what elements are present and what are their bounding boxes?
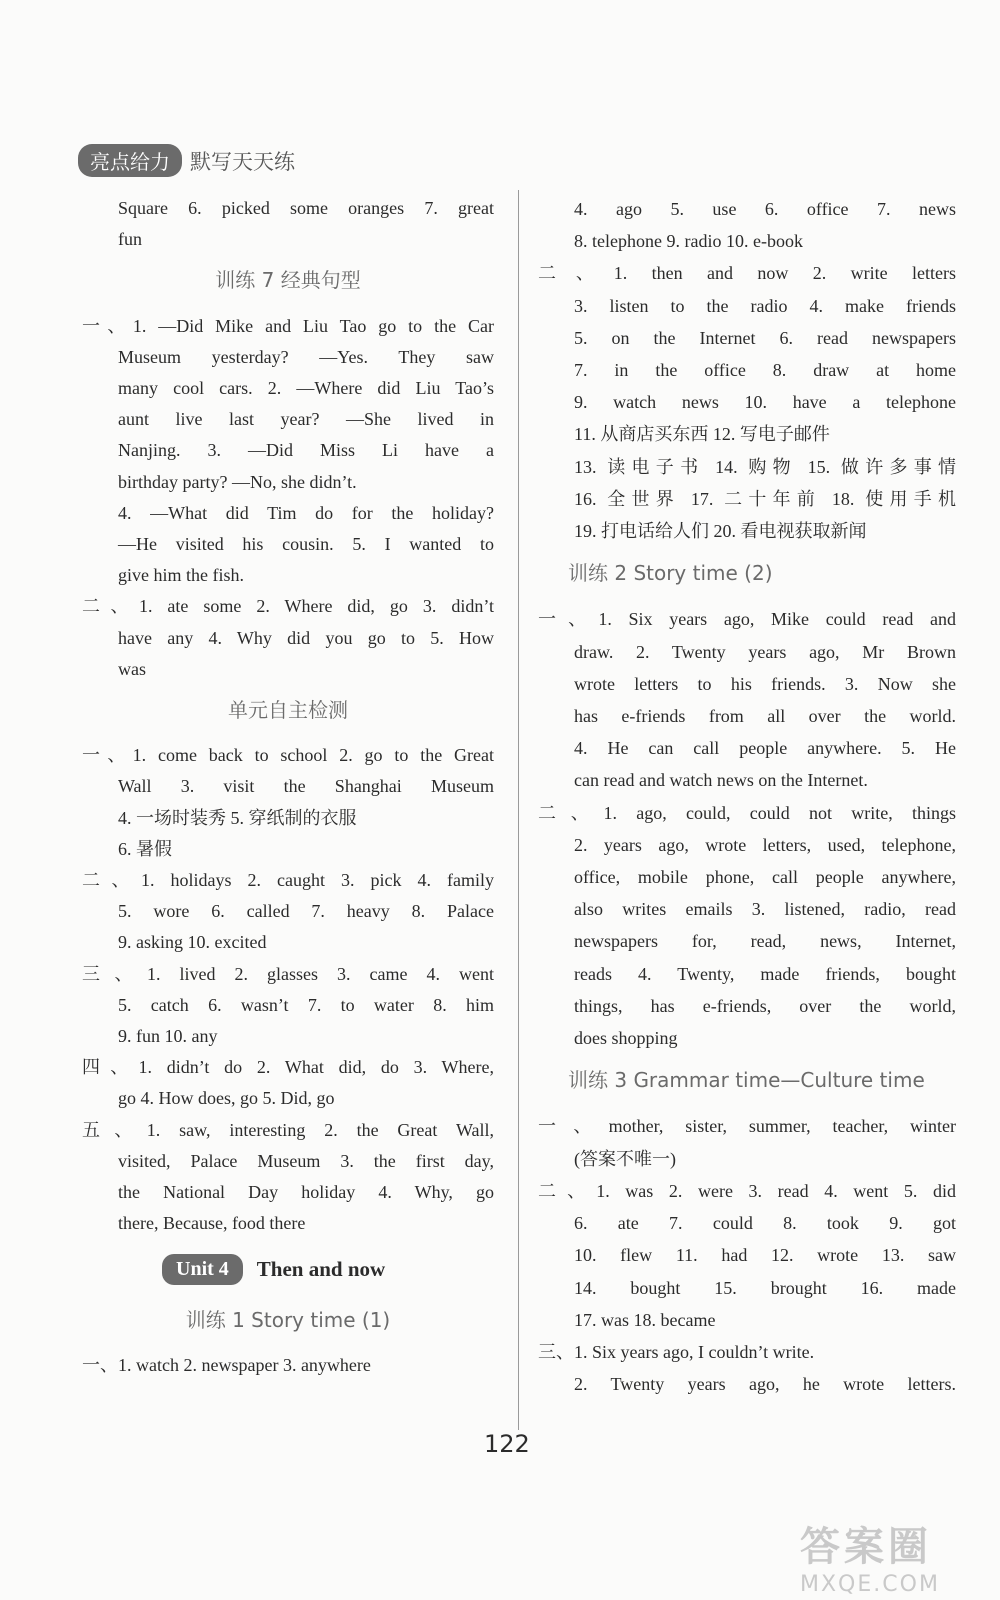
answer-line: has e-friends from all over the world. [574,706,956,727]
answer-line: visited, Palace Museum 3. the first day, [118,1150,494,1171]
answer-line: 6. ate 7. could 8. took 9. got [574,1213,956,1234]
answer-line: aunt live last year? —She lived in [118,409,494,430]
answer-line: 三、1. Six years ago, I couldn’t write. [538,1341,815,1362]
answer-line: 二、1. ate some 2. Where did, go 3. didn’t [82,596,494,617]
answer-line: 4. ago 5. use 6. office 7. news [574,199,956,219]
answer-line: 一、1. Six years ago, Mike could read and [538,609,956,630]
answer-line: 16. 全世界 17. 二十年前 18. 使用手机 [574,488,956,509]
answer-line: 11. 从商店买东西 12. 写电子邮件 [574,424,830,445]
answer-line: does shopping [574,1028,678,1049]
section-heading-training-1: 训练 1 Story time (1) [185,1307,391,1332]
page-number: 122 [484,1430,530,1458]
answer-line: 6. 暑假 [118,838,172,859]
answer-line: 5. on the Internet 6. read newspapers [574,327,956,348]
answer-line: wrote letters to his friends. 3. Now she [574,673,956,694]
answer-line: 二、1. ago, could, could not write, things [538,802,956,823]
unit-heading [82,1254,494,1285]
answer-line: 4. —What did Tim do for the holiday? [118,502,494,523]
answer-line: 一、1. watch 2. newspaper 3. anywhere [82,1354,371,1375]
answer-line: 10. flew 11. had 12. wrote 13. saw [574,1245,956,1266]
series-badge: 亮点给力 [78,144,182,177]
answer-line: 9. watch news 10. have a telephone [574,392,956,413]
answer-line: 3. listen to the radio 4. make friends [574,295,956,316]
section-heading-training-3: 训练 3 Grammar time—Culture time [568,1068,925,1093]
watermark-url: MXQE.COM [800,1572,940,1597]
answer-line: office, mobile phone, call people anywhere, [574,867,956,888]
answer-line: 4. 一场时装秀 5. 穿纸制的衣服 [118,807,357,828]
answer-line: 5. catch 6. wasn’t 7. to water 8. him [118,994,494,1015]
answer-line: 9. fun 10. any [118,1026,218,1047]
answer-line: draw. 2. Twenty years ago, Mr Brown [574,641,956,662]
answer-line: 二、1. holidays 2. caught 3. pick 4. family [82,870,494,891]
answer-line: go 4. How does, go 5. Did, go [118,1088,335,1109]
column-divider [518,190,519,1430]
answer-line: 7. in the office 8. draw at home [574,360,956,381]
answer-line: Square 6. picked some oranges 7. great [118,198,494,218]
answer-line: —He visited his cousin. 5. I wanted to [118,534,494,555]
answer-line: 14. bought 15. brought 16. made [574,1277,956,1298]
watermark-logo-text: 答案圈 [800,1524,932,1570]
section-heading-training-2: 训练 2 Story time (2) [568,561,773,586]
answer-line: birthday party? —No, she didn’t. [118,471,357,492]
answer-line: newspapers for, read, news, Internet, [574,931,956,952]
answer-line: 二、1. was 2. were 3. read 4. went 5. did [538,1180,956,1201]
answer-line: many cool cars. 2. —Where did Liu Tao’s [118,378,494,399]
answer-line: 13. 读电子书 14. 购物 15. 做许多事情 [574,456,956,477]
answer-line: things, has e-friends, over the world, [574,995,956,1016]
unit-title: Then and now [256,1256,386,1281]
answer-line: fun [118,229,142,250]
section-heading-training-7: 训练 7 经典句型 [215,268,361,293]
answer-line: have any 4. Why did you go to 5. How [118,627,494,648]
answer-line: 4. He can call people anywhere. 5. He [574,738,956,759]
answer-line: 二、1. then and now 2. write letters [538,263,956,284]
answer-line: 19. 打电话给人们 20. 看电视获取新闻 [574,521,867,542]
answer-line: the National Day holiday 4. Why, go [118,1182,494,1203]
answer-line: 五、1. saw, interesting 2. the Great Wall, [82,1119,494,1140]
watermark [800,1515,940,1597]
answer-line: (答案不唯一) [574,1148,676,1169]
unit-label: Unit 4 [162,1254,243,1285]
left-column [82,193,494,1381]
answer-line: give him the fish. [118,565,244,586]
answer-line: also writes emails 3. listened, radio, read [574,899,956,920]
section-heading-unit-test: 单元自主检测 [228,698,348,723]
series-title: 默写天天练 [190,149,295,174]
answer-line: 2. Twenty years ago, he wrote letters. [574,1374,956,1395]
answer-line: 一、1. —Did Mike and Liu Tao go to the Car [82,315,494,336]
answer-line: can read and watch news on the Internet. [574,770,868,791]
page-header [78,144,295,177]
answer-line: reads 4. Twenty, made friends, bought [574,963,956,984]
answer-line: 一、mother, sister, summer, teacher, winter [538,1116,956,1137]
answer-line: Museum yesterday? —Yes. They saw [118,346,494,367]
answer-line: 四、1. didn’t do 2. What did, do 3. Where, [82,1057,494,1078]
answer-line: 8. telephone 9. radio 10. e-book [574,231,803,252]
answer-line: 三、1. lived 2. glasses 3. came 4. went [82,963,494,984]
answer-line: there, Because, food there [118,1213,306,1234]
answer-line: Nanjing. 3. —Did Miss Li have a [118,440,494,461]
answer-line: 17. was 18. became [574,1309,716,1330]
answer-line: Wall 3. visit the Shanghai Museum [118,776,494,797]
right-column [538,193,956,1400]
answer-line: 5. wore 6. called 7. heavy 8. Palace [118,901,494,922]
answer-line: 2. years ago, wrote letters, used, telephone, [574,834,956,855]
answer-line: 9. asking 10. excited [118,932,267,953]
answer-line: was [118,658,146,679]
answer-line: 一、1. come back to school 2. go to the Great [82,745,494,766]
